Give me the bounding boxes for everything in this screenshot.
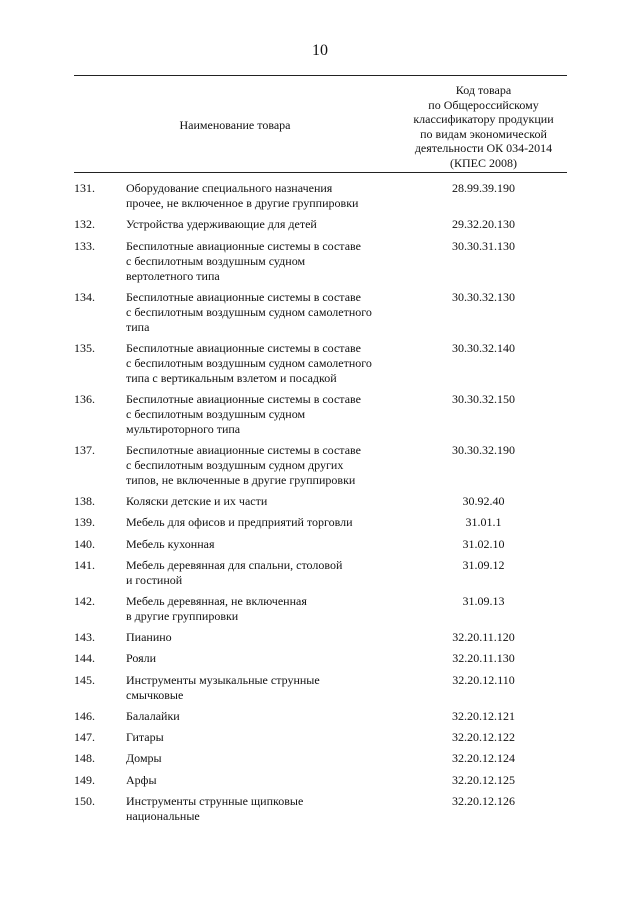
product-name-line: Беспилотные авиационные системы в составе xyxy=(126,443,361,457)
product-name xyxy=(126,181,396,211)
product-code: 30.30.32.190 xyxy=(452,443,515,457)
row-number: 146. xyxy=(74,709,95,723)
product-name-line: национальные xyxy=(126,809,200,823)
header-code-line: деятельности ОК 034-2014 xyxy=(414,141,553,156)
product-name xyxy=(126,217,396,232)
product-name-line: Мебель деревянная, не включенная xyxy=(126,594,307,608)
product-code: 32.20.12.121 xyxy=(452,709,515,723)
product-code: 32.20.12.126 xyxy=(452,794,515,808)
product-name-line: смычковые xyxy=(126,688,184,702)
product-name-line: Мебель деревянная для спальни, столовой xyxy=(126,558,343,572)
header-code-line: (КПЕС 2008) xyxy=(450,155,517,170)
product-name-line: вертолетного типа xyxy=(126,269,220,283)
product-name xyxy=(126,558,396,588)
product-name-line: Инструменты музыкальные струнные xyxy=(126,673,320,687)
product-name xyxy=(126,751,396,766)
product-code: 32.20.11.120 xyxy=(452,630,515,644)
product-name-line: типа с вертикальным взлетом и посадкой xyxy=(126,371,337,385)
row-number: 141. xyxy=(74,558,95,572)
product-name-line: с беспилотным воздушным судном xyxy=(126,407,306,421)
row-number: 135. xyxy=(74,341,95,355)
product-name-line: Беспилотные авиационные системы в составе xyxy=(126,392,361,406)
product-code: 28.99.39.190 xyxy=(452,181,515,195)
product-name xyxy=(126,709,396,724)
row-number: 147. xyxy=(74,730,95,744)
row-number: 145. xyxy=(74,673,95,687)
header-code-line: по Общероссийскому xyxy=(428,97,539,112)
page-number: 10 xyxy=(312,42,328,59)
row-number: 136. xyxy=(74,392,95,406)
product-name-line: Беспилотные авиационные системы в составе xyxy=(126,341,361,355)
product-name-line: Устройства удерживающие для детей xyxy=(126,217,317,231)
product-name-line: и гостиной xyxy=(126,573,183,587)
header-code-line: Код товара xyxy=(455,83,512,97)
product-name-line: типов, не включенные в другие группировки xyxy=(126,473,356,487)
row-number: 132. xyxy=(74,217,95,231)
product-code: 30.92.40 xyxy=(462,494,505,508)
row-number: 148. xyxy=(74,751,95,765)
product-name xyxy=(126,290,396,335)
product-name-line: мультироторного типа xyxy=(126,422,241,436)
product-code: 30.30.32.140 xyxy=(452,341,515,355)
row-number: 142. xyxy=(74,594,95,608)
product-name-line: в другие группировки xyxy=(126,609,239,623)
product-name xyxy=(126,392,396,437)
product-name xyxy=(126,494,396,509)
product-name xyxy=(126,673,396,703)
row-number: 139. xyxy=(74,515,95,529)
product-name-line: Балалайки xyxy=(126,709,180,723)
row-number: 137. xyxy=(74,443,95,457)
product-code: 32.20.12.110 xyxy=(452,673,515,687)
product-name-line: Арфы xyxy=(126,773,157,787)
product-code: 29.32.20.130 xyxy=(452,217,515,231)
product-name-line: Гитары xyxy=(126,730,164,744)
row-number: 131. xyxy=(74,181,95,195)
product-name-line: с беспилотным воздушным судном xyxy=(126,254,306,268)
row-number: 144. xyxy=(74,651,95,665)
product-name-line: Инструменты струнные щипковые xyxy=(126,794,304,808)
product-name xyxy=(126,443,396,488)
product-code: 30.30.32.130 xyxy=(452,290,515,304)
row-number: 149. xyxy=(74,773,95,787)
product-code: 31.09.13 xyxy=(462,594,505,608)
product-name-line: Мебель кухонная xyxy=(126,537,215,551)
product-name-line: Пианино xyxy=(126,630,172,644)
product-code: 32.20.12.124 xyxy=(452,751,515,765)
product-name xyxy=(126,594,396,624)
product-name xyxy=(126,773,396,788)
product-name xyxy=(126,794,396,824)
product-name xyxy=(126,239,396,284)
row-number: 138. xyxy=(74,494,95,508)
product-name xyxy=(126,515,396,530)
product-name-line: с беспилотным воздушным судном самолетного xyxy=(126,305,372,319)
product-code: 31.01.1 xyxy=(465,515,502,529)
product-name-line: Домры xyxy=(126,751,162,765)
header-code-line: классификатору продукции xyxy=(413,112,554,127)
row-number: 143. xyxy=(74,630,95,644)
row-number: 133. xyxy=(74,239,95,253)
header-code-line: по видам экономической xyxy=(420,126,547,141)
product-name-line: Мебель для офисов и предприятий торговли xyxy=(126,515,353,529)
product-code: 31.02.10 xyxy=(462,537,505,551)
product-code: 32.20.11.130 xyxy=(452,651,515,665)
product-name-line: Оборудование специального назначения xyxy=(126,181,333,195)
row-number: 150. xyxy=(74,794,95,808)
product-name xyxy=(126,730,396,745)
column-header-name: Наименование товара xyxy=(179,118,291,132)
product-name xyxy=(126,537,396,552)
product-name-line: типа xyxy=(126,320,150,334)
product-name-line: с беспилотным воздушным судном самолетного xyxy=(126,356,372,370)
product-code: 31.09.12 xyxy=(462,558,505,572)
product-name xyxy=(126,651,396,666)
product-name-line: Коляски детские и их части xyxy=(126,494,268,508)
product-name-line: с беспилотным воздушным судном других xyxy=(126,458,344,472)
product-name-line: Беспилотные авиационные системы в составе xyxy=(126,290,361,304)
product-code: 30.30.31.130 xyxy=(452,239,515,253)
product-code: 32.20.12.125 xyxy=(452,773,515,787)
product-name-line: Беспилотные авиационные системы в составе xyxy=(126,239,361,253)
product-code: 32.20.12.122 xyxy=(452,730,515,744)
row-number: 140. xyxy=(74,537,95,551)
product-name xyxy=(126,341,396,386)
product-name-line: Рояли xyxy=(126,651,157,665)
product-code: 30.30.32.150 xyxy=(452,392,515,406)
product-name-line: прочее, не включенное в другие группировки xyxy=(126,196,359,210)
product-name xyxy=(126,630,396,645)
row-number: 134. xyxy=(74,290,95,304)
